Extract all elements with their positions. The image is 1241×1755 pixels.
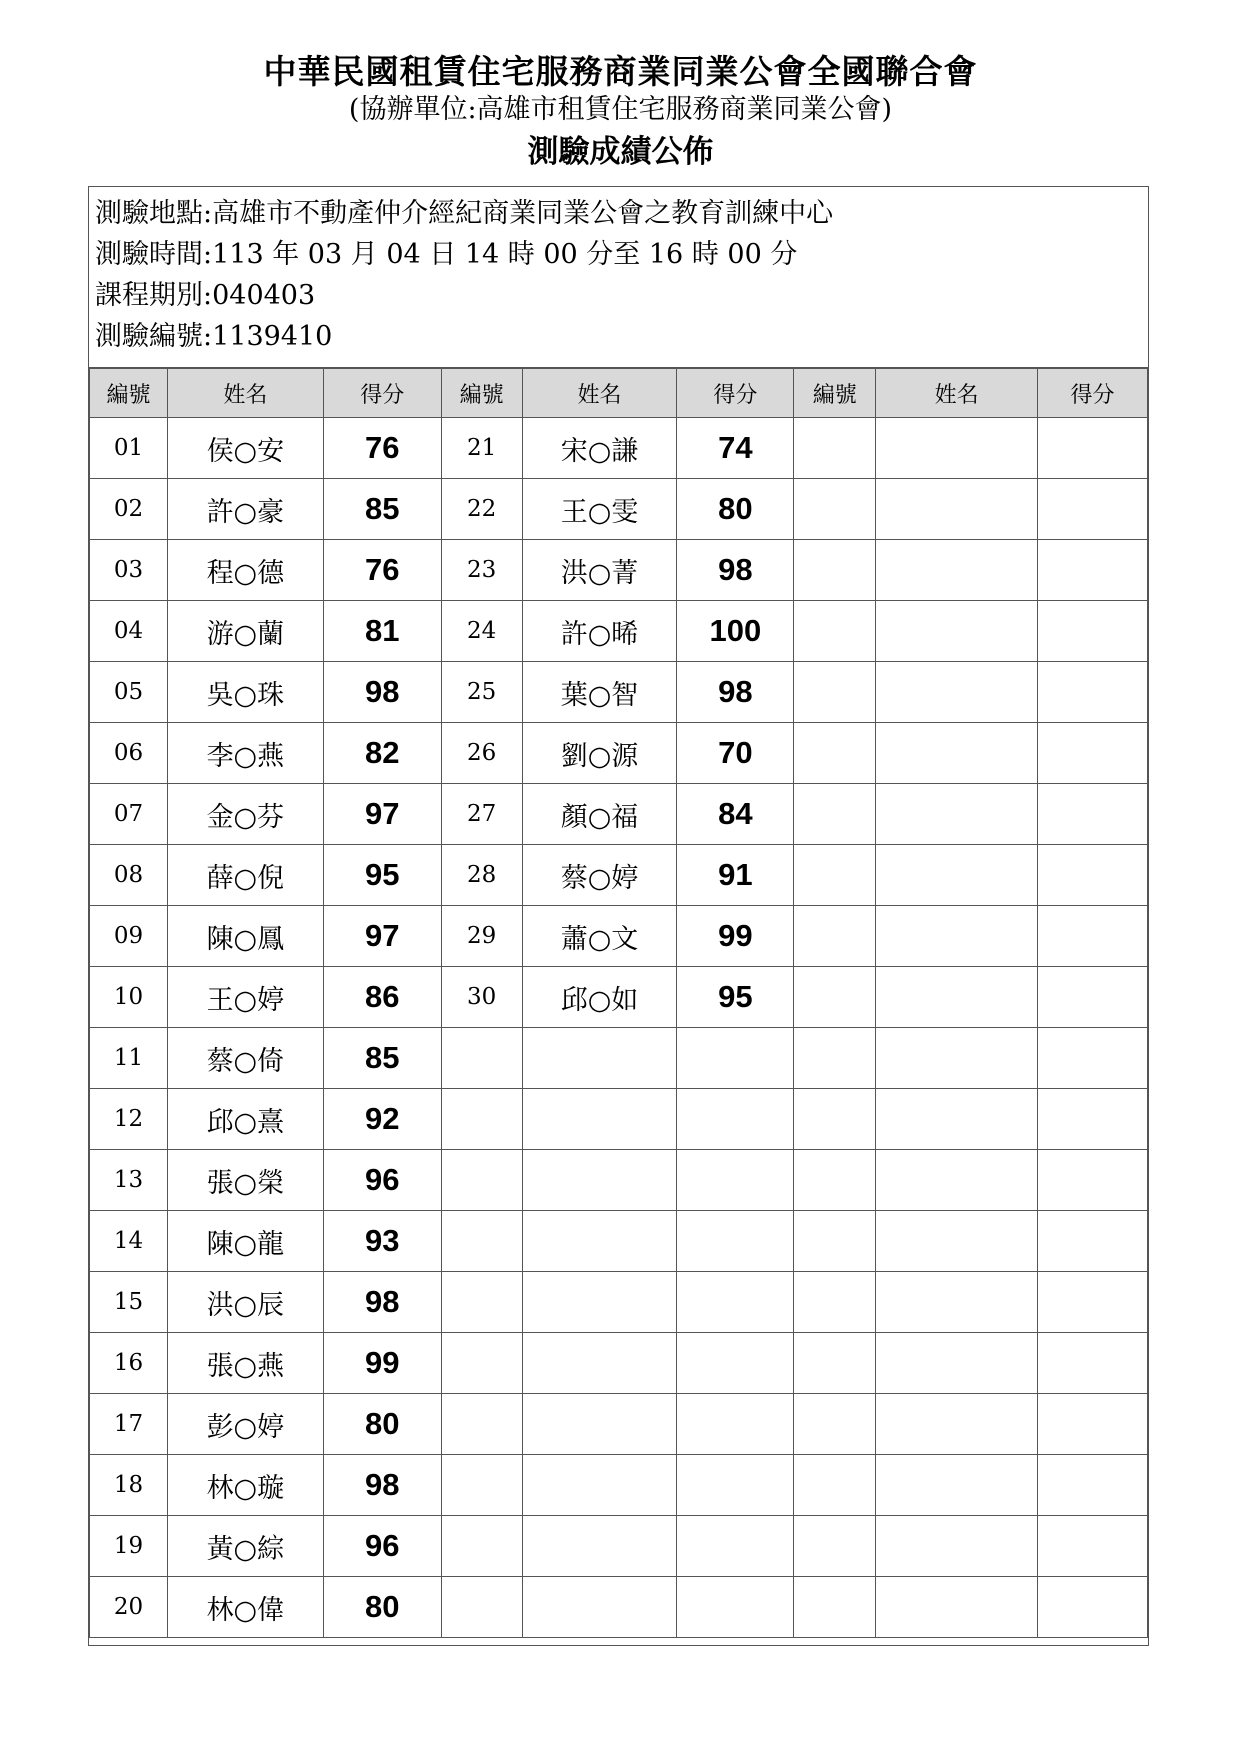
entry-score: 96: [323, 1150, 441, 1211]
entry-score: [677, 1455, 794, 1516]
entry-score: 98: [323, 1455, 441, 1516]
table-row: [90, 845, 1148, 906]
entry-number: 07: [90, 784, 168, 845]
table-row: [90, 418, 1148, 479]
entry-name: 劉○源: [522, 723, 677, 784]
entry-name: [876, 479, 1038, 540]
table-row: [90, 967, 1148, 1028]
entry-number: [441, 1333, 522, 1394]
entry-score: [677, 1089, 794, 1150]
document-subtitle: 測驗成績公佈: [527, 134, 714, 170]
entry-number: [794, 1211, 876, 1272]
entry-number: [794, 723, 876, 784]
column-header-score: 得分: [677, 369, 794, 418]
entry-number: 05: [90, 662, 168, 723]
entry-name: 薛○倪: [167, 845, 323, 906]
exam-time: 測驗時間:113 年 03 月 04 日 14 時 00 分至 16 時 00 分: [95, 239, 798, 270]
entry-number: [794, 1028, 876, 1089]
entry-name: 洪○辰: [167, 1272, 323, 1333]
entry-score: [677, 1516, 794, 1577]
column-header-no: 編號: [794, 369, 876, 418]
column-header-score: 得分: [1038, 369, 1148, 418]
entry-name: [522, 1577, 677, 1638]
entry-score: 100: [677, 601, 794, 662]
entry-score: [677, 1333, 794, 1394]
entry-number: [794, 906, 876, 967]
entry-number: 28: [441, 845, 522, 906]
entry-score: [1038, 1394, 1148, 1455]
entry-name: [522, 1333, 677, 1394]
entry-name: 張○榮: [167, 1150, 323, 1211]
entry-score: [1038, 1089, 1148, 1150]
entry-number: [441, 1211, 522, 1272]
entry-name: 陳○龍: [167, 1211, 323, 1272]
entry-name: 林○偉: [167, 1577, 323, 1638]
entry-number: 04: [90, 601, 168, 662]
entry-score: 99: [323, 1333, 441, 1394]
column-header-no: 編號: [441, 369, 522, 418]
entry-number: 11: [90, 1028, 168, 1089]
table-row: [90, 1577, 1148, 1638]
entry-score: [677, 1150, 794, 1211]
table-row: [90, 601, 1148, 662]
entry-number: 09: [90, 906, 168, 967]
entry-name: [876, 1272, 1038, 1333]
table-row: [90, 540, 1148, 601]
entry-name: 蔡○倚: [167, 1028, 323, 1089]
entry-score: 80: [323, 1577, 441, 1638]
entry-number: 12: [90, 1089, 168, 1150]
document-header: [0, 52, 1241, 174]
entry-name: 游○蘭: [167, 601, 323, 662]
table-row: [90, 1272, 1148, 1333]
entry-name: 王○雯: [522, 479, 677, 540]
results-table-body: [90, 369, 1148, 1638]
entry-name: [876, 601, 1038, 662]
entry-number: [441, 1272, 522, 1333]
entry-score: [1038, 418, 1148, 479]
entry-name: 陳○鳳: [167, 906, 323, 967]
entry-number: [794, 845, 876, 906]
entry-name: [876, 1028, 1038, 1089]
entry-name: [876, 1089, 1038, 1150]
entry-name: [876, 1455, 1038, 1516]
entry-number: 26: [441, 723, 522, 784]
entry-number: [794, 1394, 876, 1455]
entry-score: [677, 1577, 794, 1638]
column-header-no: 編號: [90, 369, 168, 418]
entry-score: [1038, 601, 1148, 662]
entry-score: 92: [323, 1089, 441, 1150]
table-row: [90, 1455, 1148, 1516]
exam-number: 測驗編號:1139410: [95, 321, 333, 352]
entry-name: 葉○智: [522, 662, 677, 723]
entry-name: 彭○婷: [167, 1394, 323, 1455]
column-header-name: 姓名: [522, 369, 677, 418]
entry-score: 82: [323, 723, 441, 784]
entry-number: [794, 662, 876, 723]
entry-number: 25: [441, 662, 522, 723]
entry-number: 14: [90, 1211, 168, 1272]
entry-number: [441, 1516, 522, 1577]
entry-number: 22: [441, 479, 522, 540]
entry-score: 74: [677, 418, 794, 479]
entry-score: [677, 1211, 794, 1272]
table-row: [90, 1516, 1148, 1577]
entry-number: 02: [90, 479, 168, 540]
entry-score: [1038, 1333, 1148, 1394]
entry-name: [876, 845, 1038, 906]
entry-number: [441, 1394, 522, 1455]
entry-name: 許○豪: [167, 479, 323, 540]
table-row: [90, 723, 1148, 784]
entry-score: 80: [677, 479, 794, 540]
entry-name: 邱○如: [522, 967, 677, 1028]
entry-name: 李○燕: [167, 723, 323, 784]
entry-number: 13: [90, 1150, 168, 1211]
entry-number: 29: [441, 906, 522, 967]
entry-name: [876, 1516, 1038, 1577]
entry-score: 95: [677, 967, 794, 1028]
table-row: [90, 906, 1148, 967]
entry-name: [522, 1272, 677, 1333]
entry-score: [1038, 845, 1148, 906]
entry-number: 15: [90, 1272, 168, 1333]
entry-name: 蕭○文: [522, 906, 677, 967]
entry-number: [441, 1455, 522, 1516]
entry-score: [677, 1028, 794, 1089]
entry-name: 蔡○婷: [522, 845, 677, 906]
entry-number: [794, 601, 876, 662]
entry-number: [794, 1577, 876, 1638]
entry-number: 06: [90, 723, 168, 784]
entry-score: [1038, 1272, 1148, 1333]
entry-name: [876, 784, 1038, 845]
entry-number: 03: [90, 540, 168, 601]
column-header-score: 得分: [323, 369, 441, 418]
entry-score: 99: [677, 906, 794, 967]
entry-number: [794, 418, 876, 479]
entry-name: 黃○綜: [167, 1516, 323, 1577]
entry-number: 19: [90, 1516, 168, 1577]
table-row: [90, 1211, 1148, 1272]
entry-score: [677, 1272, 794, 1333]
entry-name: [522, 1089, 677, 1150]
entry-number: [794, 1333, 876, 1394]
entry-number: 27: [441, 784, 522, 845]
entry-name: [876, 540, 1038, 601]
entry-number: [794, 1089, 876, 1150]
entry-score: 85: [323, 1028, 441, 1089]
entry-score: 76: [323, 540, 441, 601]
entry-name: [522, 1394, 677, 1455]
entry-number: 18: [90, 1455, 168, 1516]
entry-name: [522, 1455, 677, 1516]
entry-name: 洪○菁: [522, 540, 677, 601]
course-period: 課程期別:040403: [95, 280, 316, 311]
entry-name: 侯○安: [167, 418, 323, 479]
entry-name: [876, 967, 1038, 1028]
entry-score: [1038, 967, 1148, 1028]
entry-name: [522, 1028, 677, 1089]
co-organizer-line: (協辦單位:高雄市租賃住宅服務商業同業公會): [348, 94, 893, 125]
entry-score: [1038, 1516, 1148, 1577]
column-header-name: 姓名: [876, 369, 1038, 418]
entry-score: 80: [323, 1394, 441, 1455]
entry-number: [794, 1272, 876, 1333]
results-table: [89, 368, 1148, 1638]
entry-name: [876, 1211, 1038, 1272]
entry-score: 85: [323, 479, 441, 540]
entry-name: [522, 1150, 677, 1211]
entry-score: 86: [323, 967, 441, 1028]
entry-score: 93: [323, 1211, 441, 1272]
entry-name: [876, 906, 1038, 967]
entry-name: 宋○謙: [522, 418, 677, 479]
entry-number: [441, 1150, 522, 1211]
entry-name: 林○璇: [167, 1455, 323, 1516]
exam-location: 測驗地點:高雄市不動產仲介經紀商業同業公會之教育訓練中心: [95, 198, 834, 229]
entry-score: 95: [323, 845, 441, 906]
entry-number: 21: [441, 418, 522, 479]
table-row: [90, 1150, 1148, 1211]
entry-score: 76: [323, 418, 441, 479]
entry-score: [1038, 662, 1148, 723]
entry-number: 23: [441, 540, 522, 601]
table-row: [90, 1394, 1148, 1455]
entry-number: 01: [90, 418, 168, 479]
document-title: 中華民國租賃住宅服務商業同業公會全國聯合會: [263, 52, 978, 91]
table-row: [90, 1333, 1148, 1394]
entry-score: 96: [323, 1516, 441, 1577]
entry-score: 84: [677, 784, 794, 845]
entry-score: 98: [323, 1272, 441, 1333]
entry-score: [1038, 1455, 1148, 1516]
entry-score: [1038, 1028, 1148, 1089]
table-row: [90, 662, 1148, 723]
entry-score: [1038, 1577, 1148, 1638]
entry-name: [876, 1150, 1038, 1211]
entry-name: [876, 1577, 1038, 1638]
entry-score: 81: [323, 601, 441, 662]
entry-name: 金○芬: [167, 784, 323, 845]
entry-score: [1038, 1150, 1148, 1211]
entry-score: 70: [677, 723, 794, 784]
entry-score: 98: [677, 540, 794, 601]
column-header-name: 姓名: [167, 369, 323, 418]
entry-number: [794, 784, 876, 845]
entry-number: [794, 967, 876, 1028]
entry-score: [1038, 723, 1148, 784]
entry-score: [1038, 906, 1148, 967]
entry-name: [522, 1516, 677, 1577]
exam-info-box: [89, 187, 1148, 368]
entry-number: [794, 1150, 876, 1211]
entry-number: 10: [90, 967, 168, 1028]
entry-name: 顏○福: [522, 784, 677, 845]
entry-number: [441, 1089, 522, 1150]
entry-score: [1038, 479, 1148, 540]
entry-score: 98: [677, 662, 794, 723]
entry-name: 許○晞: [522, 601, 677, 662]
table-row: [90, 1028, 1148, 1089]
entry-number: 20: [90, 1577, 168, 1638]
entry-number: [794, 1455, 876, 1516]
entry-score: [1038, 540, 1148, 601]
entry-score: 91: [677, 845, 794, 906]
table-row: [90, 479, 1148, 540]
entry-number: 08: [90, 845, 168, 906]
entry-number: [794, 479, 876, 540]
table-row: [90, 784, 1148, 845]
entry-name: [876, 1394, 1038, 1455]
table-header-row: [90, 369, 1148, 418]
entry-number: [794, 540, 876, 601]
entry-name: [522, 1211, 677, 1272]
entry-number: [794, 1516, 876, 1577]
entry-number: 24: [441, 601, 522, 662]
entry-score: [677, 1394, 794, 1455]
entry-name: [876, 662, 1038, 723]
entry-number: 16: [90, 1333, 168, 1394]
entry-name: 邱○熹: [167, 1089, 323, 1150]
entry-number: 30: [441, 967, 522, 1028]
entry-score: [1038, 784, 1148, 845]
table-row: [90, 1089, 1148, 1150]
entry-name: 王○婷: [167, 967, 323, 1028]
entry-name: [876, 418, 1038, 479]
entry-score: 98: [323, 662, 441, 723]
entry-name: 程○德: [167, 540, 323, 601]
entry-name: 張○燕: [167, 1333, 323, 1394]
entry-name: [876, 723, 1038, 784]
entry-score: [1038, 1211, 1148, 1272]
entry-number: [441, 1028, 522, 1089]
results-sheet: [88, 186, 1149, 1646]
entry-number: 17: [90, 1394, 168, 1455]
entry-score: 97: [323, 784, 441, 845]
entry-score: 97: [323, 906, 441, 967]
entry-name: 吳○珠: [167, 662, 323, 723]
entry-number: [441, 1577, 522, 1638]
entry-name: [876, 1333, 1038, 1394]
